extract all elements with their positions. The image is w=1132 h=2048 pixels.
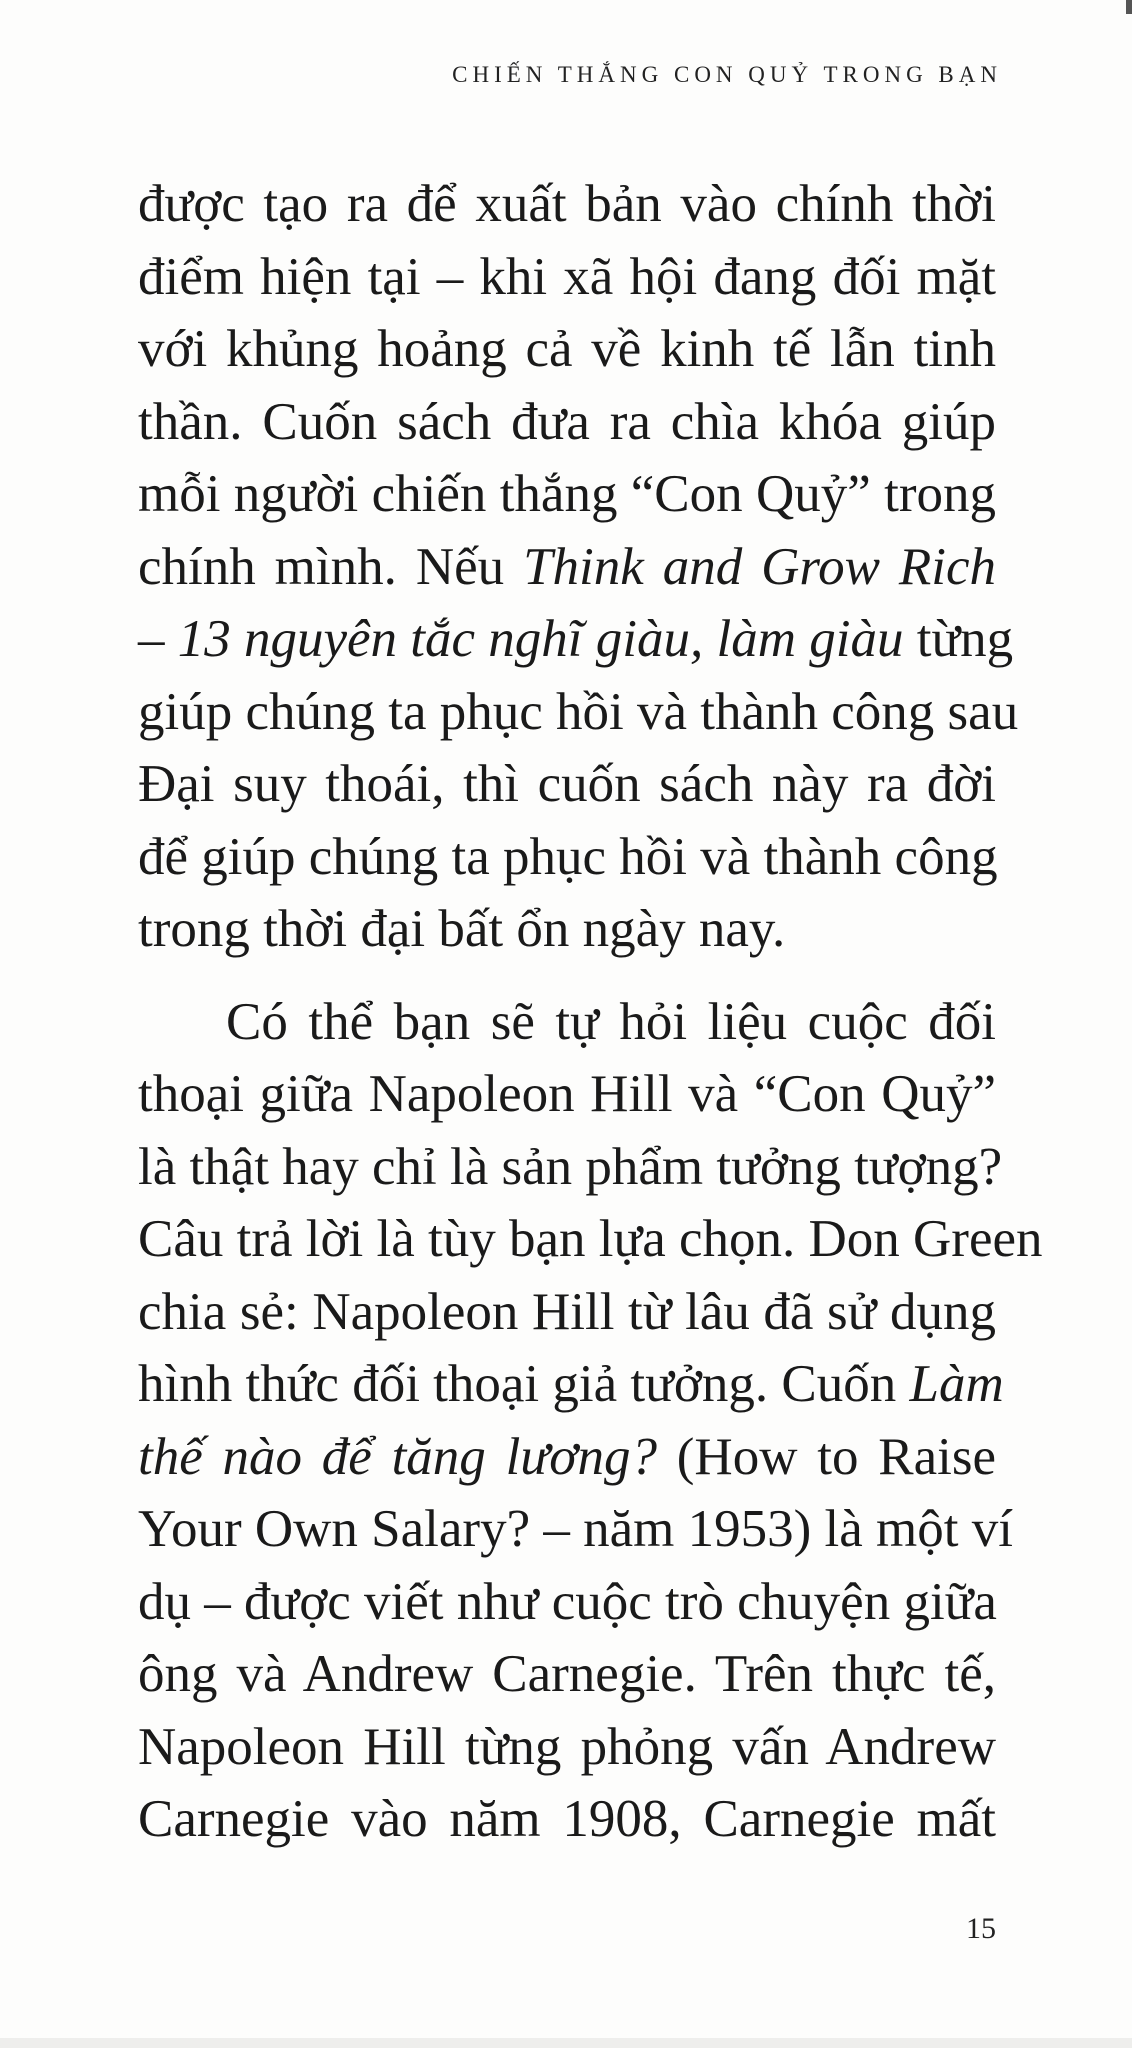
text-line: để giúp chúng ta phục hồi và thành công: [138, 827, 998, 886]
running-header: CHIẾN THẮNG CON QUỶ TRONG BẠN: [452, 62, 1002, 87]
book-title-italic: thế nào để tăng lương?: [138, 1427, 657, 1486]
text-line: dụ – được viết như cuộc trò chuyện giữa: [138, 1572, 997, 1631]
text-line: giúp chúng ta phục hồi và thành công sau: [138, 682, 1019, 741]
text-line: thế nào để tăng lương? (How to Raise: [138, 1427, 996, 1486]
book-title-italic: Làm: [909, 1355, 1004, 1413]
text-line: ông và Andrew Carnegie. Trên thực tế,: [138, 1645, 996, 1703]
page-number: 15: [966, 1912, 996, 1945]
text-line: với khủng hoảng cả về kinh tế lẫn tinh: [138, 320, 996, 378]
text-line: Câu trả lời là tùy bạn lựa chọn. Don Green: [138, 1210, 1043, 1268]
paragraph-gap: [138, 966, 996, 986]
text-line: được tạo ra để xuất bản vào chính thời: [138, 175, 996, 233]
text-line: hình thức đối thoại giả tưởng. Cuốn Làm: [138, 1355, 1004, 1413]
text-line: Đại suy thoái, thì cuốn sách này ra đời: [138, 755, 996, 813]
text-line: thoại giữa Napoleon Hill và “Con Quỷ”: [138, 1065, 996, 1123]
text-line: Napoleon Hill từng phỏng vấn Andrew: [138, 1717, 996, 1776]
text-line: – 13 nguyên tắc nghĩ giàu, làm giàu từng: [138, 610, 1014, 668]
text-line: điểm hiện tại – khi xã hội đang đối mặt: [138, 247, 996, 306]
book-title-italic: Think and Grow Rich: [523, 537, 996, 596]
text-line: Carnegie vào năm 1908, Carnegie mất: [138, 1790, 996, 1848]
text-line: Your Own Salary? – năm 1953) là một ví: [138, 1500, 1013, 1558]
text-line: chính mình. Nếu Think and Grow Rich: [138, 537, 996, 596]
text-line: chia sẻ: Napoleon Hill từ lâu đã sử dụng: [138, 1282, 996, 1341]
text-line: là thật hay chỉ là sản phẩm tưởng tượng?: [138, 1137, 1003, 1196]
text-line: trong thời đại bất ổn ngày nay.: [138, 900, 786, 958]
page-bottom-edge: [0, 2038, 1132, 2048]
scan-edge-mark: [1126, 0, 1132, 14]
text-line: mỗi người chiến thắng “Con Quỷ” trong: [138, 465, 996, 523]
book-subtitle-italic: – 13 nguyên tắc nghĩ giàu, làm giàu: [138, 610, 904, 668]
text-line: Có thể bạn sẽ tự hỏi liệu cuộc đối: [226, 992, 996, 1051]
body-text: [138, 168, 1043, 1856]
text-line: thần. Cuốn sách đưa ra chìa khóa giúp: [138, 392, 996, 451]
